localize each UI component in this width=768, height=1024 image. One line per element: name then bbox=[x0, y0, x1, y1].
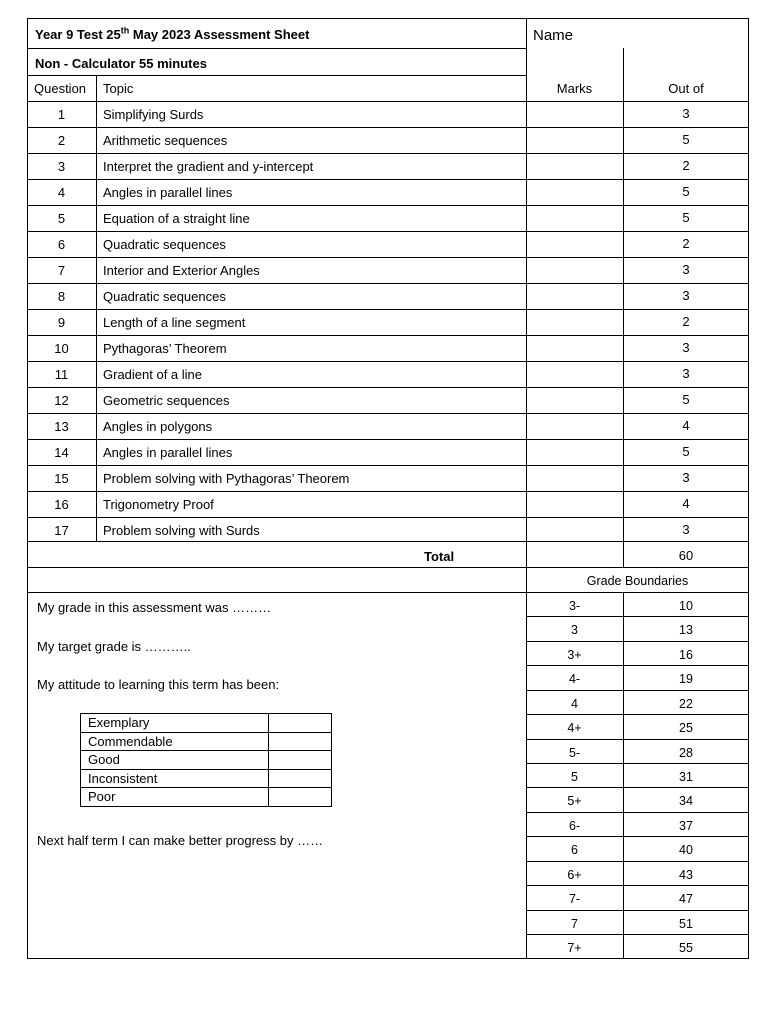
marks-input[interactable] bbox=[527, 128, 623, 153]
grade-boundary-marks: 28 bbox=[679, 746, 693, 760]
question-number: 9 bbox=[57, 315, 66, 330]
grade-label: 6 bbox=[571, 843, 578, 857]
grade-label: 6+ bbox=[567, 868, 582, 882]
attitude-option-label: Good bbox=[81, 751, 269, 770]
divider-horizontal bbox=[27, 179, 749, 180]
question-out-of: 4 bbox=[682, 496, 690, 511]
question-topic: Problem solving with Pythagoras’ Theorem bbox=[103, 471, 350, 486]
question-topic: Arithmetic sequences bbox=[103, 133, 228, 148]
column-header-marks: Marks bbox=[556, 81, 593, 96]
question-out-of: 3 bbox=[682, 106, 690, 121]
grade-boundary-marks: 25 bbox=[679, 721, 693, 735]
attitude-option-label: Poor bbox=[81, 788, 269, 807]
divider-horizontal bbox=[27, 153, 749, 154]
divider-horizontal bbox=[526, 714, 749, 715]
marks-input[interactable] bbox=[527, 466, 623, 491]
marks-input[interactable] bbox=[527, 180, 623, 205]
attitude-table bbox=[80, 713, 332, 807]
grade-label: 7+ bbox=[567, 941, 582, 955]
grade-label: 7- bbox=[568, 892, 581, 906]
question-out-of: 5 bbox=[682, 184, 690, 199]
grade-boundary-marks: 22 bbox=[679, 697, 693, 711]
divider-horizontal bbox=[526, 763, 749, 764]
grade-boundary-marks: 34 bbox=[679, 794, 693, 808]
name-label: Name bbox=[533, 27, 574, 44]
divider-horizontal bbox=[526, 690, 749, 691]
attitude-line: My attitude to learning this term has been: bbox=[37, 677, 280, 692]
divider-horizontal bbox=[27, 465, 749, 466]
marks-input[interactable] bbox=[527, 310, 623, 335]
progress-line: Next half term I can make better progress by …… bbox=[37, 833, 324, 848]
marks-input[interactable] bbox=[527, 284, 623, 309]
question-out-of: 5 bbox=[682, 210, 690, 225]
divider-horizontal bbox=[526, 812, 749, 813]
divider-horizontal bbox=[27, 491, 749, 492]
attitude-row bbox=[81, 769, 332, 788]
grade-label: 4- bbox=[568, 672, 581, 686]
divider-horizontal bbox=[27, 335, 749, 336]
question-out-of: 3 bbox=[682, 366, 690, 381]
marks-input[interactable] bbox=[527, 258, 623, 283]
divider-horizontal bbox=[27, 283, 749, 284]
question-out-of: 2 bbox=[682, 158, 690, 173]
attitude-row bbox=[81, 732, 332, 751]
question-number: 4 bbox=[57, 185, 66, 200]
question-number: 14 bbox=[54, 445, 69, 460]
question-number: 17 bbox=[54, 523, 69, 538]
attitude-option-label: Inconsistent bbox=[81, 769, 269, 788]
divider-horizontal bbox=[526, 836, 749, 837]
question-topic: Length of a line segment bbox=[103, 315, 246, 330]
grade-label: 6- bbox=[568, 819, 581, 833]
marks-input[interactable] bbox=[527, 336, 623, 361]
marks-input[interactable] bbox=[527, 492, 623, 517]
question-out-of: 3 bbox=[682, 522, 690, 537]
question-number: 3 bbox=[57, 159, 66, 174]
divider-horizontal bbox=[27, 387, 749, 388]
marks-input[interactable] bbox=[527, 232, 623, 257]
grade-label: 4 bbox=[571, 697, 578, 711]
question-topic: Interior and Exterior Angles bbox=[103, 263, 260, 278]
question-out-of: 3 bbox=[682, 470, 690, 485]
divider-horizontal bbox=[526, 616, 749, 617]
question-out-of: 5 bbox=[682, 444, 690, 459]
attitude-checkbox[interactable] bbox=[269, 714, 332, 733]
grade-boundary-marks: 43 bbox=[679, 868, 693, 882]
grade-label: 4+ bbox=[567, 721, 582, 735]
attitude-checkbox[interactable] bbox=[269, 788, 332, 807]
divider-horizontal bbox=[27, 101, 749, 102]
grade-boundary-marks: 51 bbox=[679, 917, 693, 931]
attitude-checkbox[interactable] bbox=[269, 769, 332, 788]
grade-boundaries-label: Grade Boundaries bbox=[586, 574, 689, 588]
divider-horizontal bbox=[27, 439, 749, 440]
total-value: 60 bbox=[678, 548, 694, 563]
marks-input[interactable] bbox=[527, 440, 623, 465]
question-topic: Interpret the gradient and y-intercept bbox=[103, 159, 314, 174]
total-label: Total bbox=[424, 549, 455, 564]
marks-input[interactable] bbox=[527, 518, 623, 543]
question-number: 10 bbox=[54, 341, 69, 356]
grade-label: 7 bbox=[571, 917, 578, 931]
divider-horizontal bbox=[27, 592, 749, 593]
question-topic: Angles in parallel lines bbox=[103, 445, 233, 460]
question-out-of: 2 bbox=[682, 314, 690, 329]
question-out-of: 3 bbox=[682, 288, 690, 303]
divider-horizontal bbox=[526, 641, 749, 642]
divider-horizontal bbox=[27, 309, 749, 310]
divider-horizontal bbox=[27, 75, 526, 76]
grade-line: My grade in this assessment was ……… bbox=[37, 600, 272, 615]
title-superscript: th bbox=[120, 25, 130, 36]
grade-boundary-marks: 37 bbox=[679, 819, 693, 833]
divider-horizontal bbox=[526, 910, 749, 911]
question-topic: Geometric sequences bbox=[103, 393, 230, 408]
total-marks-input[interactable] bbox=[527, 542, 623, 567]
attitude-option-label: Commendable bbox=[81, 732, 269, 751]
question-topic: Angles in polygons bbox=[103, 419, 213, 434]
question-out-of: 2 bbox=[682, 236, 690, 251]
divider-horizontal bbox=[526, 787, 749, 788]
grade-boundary-marks: 47 bbox=[679, 892, 693, 906]
question-out-of: 3 bbox=[682, 262, 690, 277]
divider-horizontal bbox=[27, 127, 749, 128]
marks-input[interactable] bbox=[527, 154, 623, 179]
divider-horizontal bbox=[27, 48, 526, 49]
question-out-of: 3 bbox=[682, 340, 690, 355]
question-topic: Simplifying Surds bbox=[103, 107, 204, 122]
question-topic: Quadratic sequences bbox=[103, 237, 226, 252]
sheet-subtitle: Non - Calculator 55 minutes bbox=[35, 56, 207, 71]
marks-input[interactable] bbox=[527, 362, 623, 387]
grade-label: 3- bbox=[568, 599, 581, 613]
question-topic: Problem solving with Surds bbox=[103, 523, 260, 538]
question-number: 5 bbox=[57, 211, 66, 226]
divider-horizontal bbox=[526, 885, 749, 886]
grade-label: 3 bbox=[571, 623, 578, 637]
grade-boundary-marks: 40 bbox=[679, 843, 693, 857]
grade-boundary-marks: 55 bbox=[679, 941, 693, 955]
attitude-row bbox=[81, 788, 332, 807]
divider-horizontal bbox=[27, 361, 749, 362]
column-header-question: Question bbox=[34, 81, 87, 96]
title-suffix: May 2023 Assessment Sheet bbox=[129, 27, 310, 42]
divider-horizontal bbox=[27, 257, 749, 258]
divider-horizontal bbox=[526, 665, 749, 666]
question-topic: Equation of a straight line bbox=[103, 211, 250, 226]
divider-horizontal bbox=[27, 413, 749, 414]
divider-horizontal bbox=[526, 739, 749, 740]
grade-label: 3+ bbox=[567, 648, 582, 662]
question-topic: Angles in parallel lines bbox=[103, 185, 233, 200]
divider-horizontal bbox=[27, 567, 749, 568]
grade-label: 5 bbox=[571, 770, 578, 784]
question-topic: Gradient of a line bbox=[103, 367, 203, 382]
question-out-of: 5 bbox=[682, 392, 690, 407]
question-number: 11 bbox=[54, 367, 69, 382]
question-number: 12 bbox=[54, 393, 69, 408]
divider-horizontal bbox=[27, 231, 749, 232]
grade-boundary-marks: 19 bbox=[679, 672, 693, 686]
divider-horizontal bbox=[27, 205, 749, 206]
sheet-title bbox=[35, 25, 310, 42]
target-line: My target grade is ……….. bbox=[37, 639, 191, 654]
question-topic: Trigonometry Proof bbox=[103, 497, 214, 512]
question-number: 15 bbox=[54, 471, 69, 486]
grade-boundary-marks: 13 bbox=[679, 623, 693, 637]
marks-input[interactable] bbox=[527, 414, 623, 439]
question-out-of: 4 bbox=[682, 418, 690, 433]
question-topic: Quadratic sequences bbox=[103, 289, 226, 304]
question-number: 16 bbox=[54, 497, 69, 512]
attitude-row bbox=[81, 751, 332, 770]
grade-boundary-marks: 31 bbox=[679, 770, 693, 784]
grade-boundary-marks: 10 bbox=[679, 599, 693, 613]
marks-input[interactable] bbox=[527, 206, 623, 231]
divider-horizontal bbox=[27, 541, 749, 542]
marks-input[interactable] bbox=[527, 388, 623, 413]
column-header-out-of: Out of bbox=[668, 81, 704, 96]
question-number: 1 bbox=[57, 107, 66, 122]
divider-horizontal bbox=[526, 861, 749, 862]
question-number: 2 bbox=[57, 133, 66, 148]
attitude-checkbox[interactable] bbox=[269, 732, 332, 751]
divider-vertical bbox=[96, 75, 97, 541]
question-number: 13 bbox=[54, 419, 69, 434]
grade-boundary-marks: 16 bbox=[679, 648, 693, 662]
divider-horizontal bbox=[27, 517, 749, 518]
question-number: 7 bbox=[57, 263, 66, 278]
question-topic: Pythagoras’ Theorem bbox=[103, 341, 227, 356]
grade-label: 5- bbox=[568, 746, 581, 760]
attitude-row bbox=[81, 714, 332, 733]
divider-horizontal bbox=[526, 934, 749, 935]
question-number: 6 bbox=[57, 237, 66, 252]
attitude-checkbox[interactable] bbox=[269, 751, 332, 770]
title-prefix: Year 9 Test 25 bbox=[35, 27, 121, 42]
question-out-of: 5 bbox=[682, 132, 690, 147]
marks-input[interactable] bbox=[527, 102, 623, 127]
question-number: 8 bbox=[57, 289, 66, 304]
grade-label: 5+ bbox=[567, 794, 582, 808]
column-header-topic: Topic bbox=[103, 81, 134, 96]
attitude-option-label: Exemplary bbox=[81, 714, 269, 733]
